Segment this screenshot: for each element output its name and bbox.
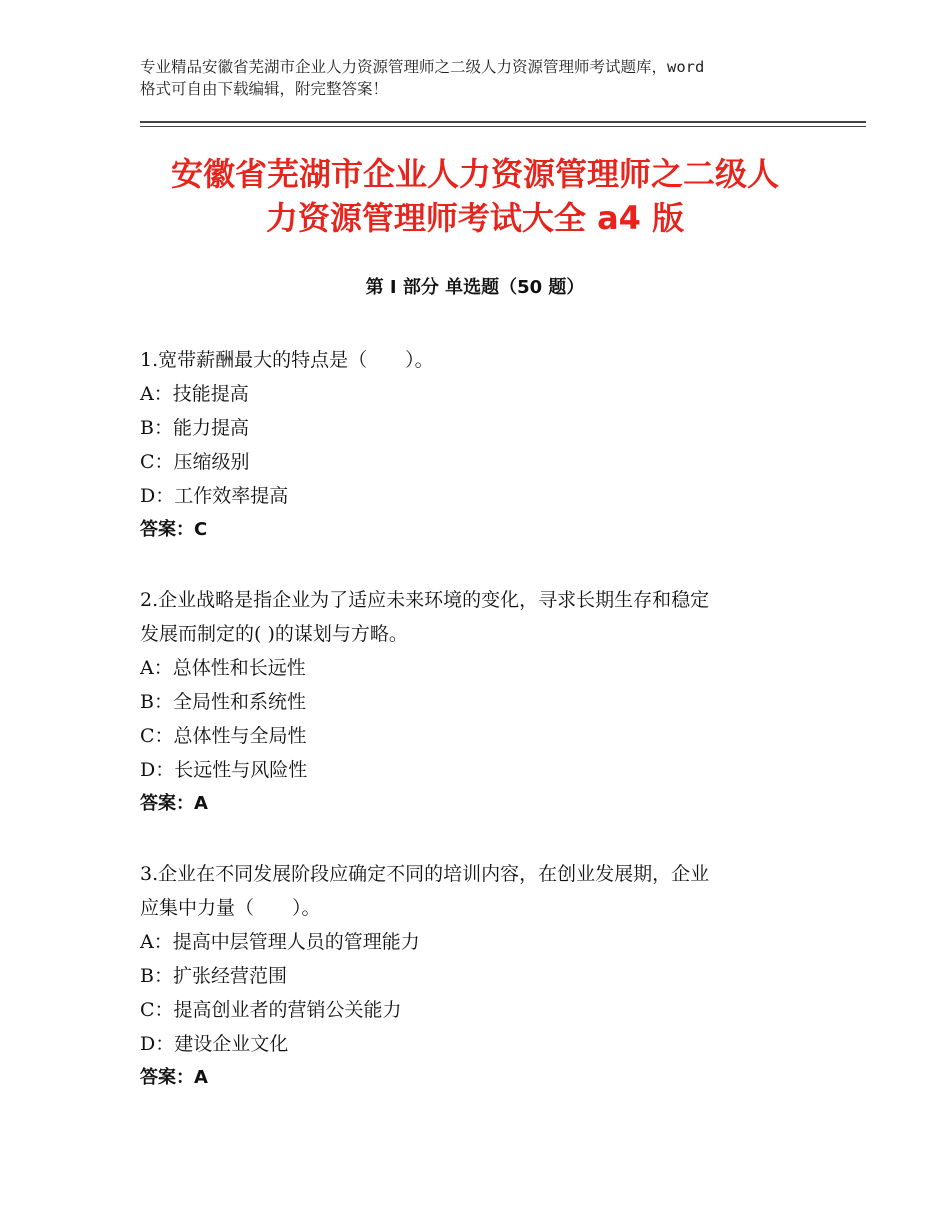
option-a: A：总体性和长远性 [140, 657, 306, 679]
question-stem [140, 583, 820, 651]
answer: 答案：A [140, 793, 208, 814]
question-1 [140, 343, 820, 547]
option-c: C：压缩级别 [140, 451, 250, 473]
header-rule-thin [140, 126, 866, 127]
question-3 [140, 857, 820, 1095]
header-note [140, 56, 820, 100]
section-title: 第 I 部分 单选题（50 题） [365, 277, 585, 298]
header-rule-thick [140, 121, 866, 123]
option-d: D：建设企业文化 [140, 1033, 289, 1055]
option-b: B：能力提高 [140, 417, 249, 439]
option-b: B：全局性和系统性 [140, 691, 306, 713]
option-d: D：长远性与风险性 [140, 759, 308, 781]
question-stem-line: 发展而制定的( )的谋划与方略。 [140, 623, 408, 645]
question-stem-line: 2.企业战略是指企业为了适应未来环境的变化，寻求长期生存和稳定 [140, 589, 710, 611]
option-c: C：总体性与全局性 [140, 725, 307, 747]
question-stem-line: 应集中力量（ ）。 [140, 897, 321, 919]
question-stem-line: 3.企业在不同发展阶段应确定不同的培训内容，在创业发展期，企业 [140, 863, 710, 885]
question-stem [140, 857, 820, 925]
question-2 [140, 583, 820, 821]
answer: 答案：A [140, 1067, 208, 1088]
document-title-line-1: 安徽省芜湖市企业人力资源管理师之二级人 [170, 155, 779, 193]
document-title [90, 152, 860, 240]
option-c: C：提高创业者的营销公关能力 [140, 999, 402, 1021]
question-list [140, 343, 820, 1131]
document-title-line-2: 力资源管理师考试大全 a4 版 [265, 199, 685, 237]
question-stem-line: 1.宽带薪酬最大的特点是（ ）。 [140, 349, 434, 371]
option-a: A：技能提高 [140, 383, 249, 405]
header-note-line-2: 格式可自由下载编辑，附完整答案！ [140, 80, 389, 98]
header-note-line-1: 专业精品安徽省芜湖市企业人力资源管理师之二级人力资源管理师考试题库，word [140, 58, 705, 76]
answer: 答案：C [140, 519, 208, 540]
option-b: B：扩张经营范围 [140, 965, 287, 987]
option-d: D：工作效率提高 [140, 485, 289, 507]
question-stem [140, 343, 820, 377]
option-a: A：提高中层管理人员的管理能力 [140, 931, 420, 953]
